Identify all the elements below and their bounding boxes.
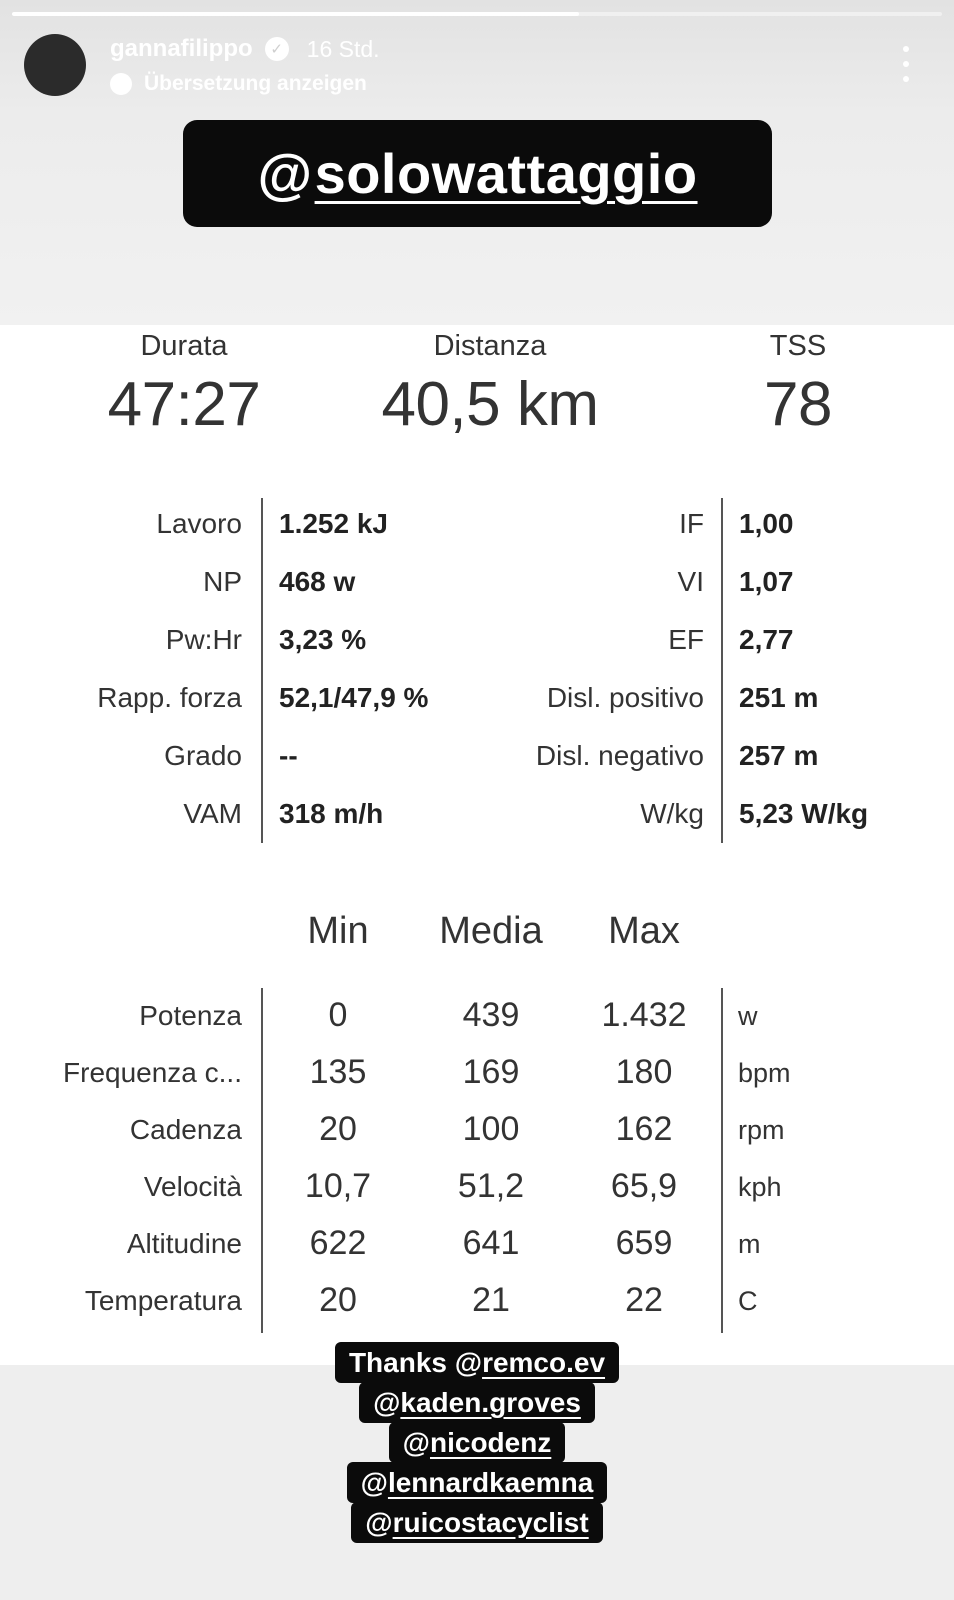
stat-min: 20 (319, 1281, 357, 1319)
stat-unit: C (738, 1286, 758, 1316)
metric-label: IF (679, 508, 704, 539)
mention-at: @ (402, 1427, 430, 1458)
metric-label: Lavoro (156, 508, 242, 539)
stat-unit: kph (738, 1172, 782, 1202)
stat-min: 10,7 (304, 1167, 372, 1205)
stat-max: 65,9 (610, 1167, 678, 1205)
thanks-line (335, 1342, 619, 1383)
mention-link[interactable]: lennardkaemna (387, 1467, 594, 1498)
ride-stats-card (0, 325, 954, 1365)
thanks-line (359, 1382, 595, 1423)
stat-max: 659 (615, 1224, 673, 1262)
stat-max: 162 (615, 1110, 673, 1148)
translate-icon (110, 73, 132, 95)
stat-label: Altitudine (126, 1228, 242, 1259)
stat-avg: 641 (462, 1224, 520, 1262)
metric-value: 257 m (739, 740, 819, 771)
summary-value: 78 (764, 370, 832, 439)
metric-label: EF (668, 624, 704, 655)
stat-label: Temperatura (84, 1285, 242, 1316)
metric-label: Disl. positivo (546, 682, 704, 713)
summary-label: TSS (769, 330, 827, 362)
stat-unit: rpm (738, 1115, 785, 1145)
mention-link[interactable]: remco.ev (482, 1347, 606, 1378)
mention-at: @ (365, 1507, 393, 1538)
metric-value: 3,23 % (279, 624, 367, 655)
mention-link[interactable]: kaden.groves (400, 1387, 581, 1418)
table-row (0, 996, 954, 1036)
metric-label: Grado (164, 740, 242, 771)
stat-min: 0 (328, 996, 348, 1034)
metrics-divider-right (721, 498, 723, 843)
username[interactable]: gannafilippo (110, 35, 253, 62)
metric-value: 5,23 W/kg (739, 798, 869, 829)
metric-value: -- (279, 740, 298, 771)
metric-value: 2,77 (739, 624, 794, 655)
mention-link[interactable]: ruicostacyclist (392, 1507, 589, 1538)
thanks-line (351, 1502, 602, 1543)
metric-value: 1.252 kJ (279, 508, 388, 539)
metric-row (0, 682, 954, 722)
stat-avg: 100 (462, 1110, 520, 1148)
summary-duration (34, 330, 334, 440)
stat-min: 135 (309, 1053, 367, 1091)
summary-value: 40,5 km (381, 370, 599, 439)
thanks-line (389, 1422, 566, 1463)
more-options-icon[interactable] (900, 46, 912, 82)
translate-link[interactable] (110, 70, 367, 98)
metric-label: Rapp. forza (97, 682, 242, 713)
metric-row (0, 624, 954, 664)
story-progress-bar (12, 12, 942, 16)
stat-avg: 21 (472, 1281, 510, 1319)
thanks-prefix: Thanks @ (348, 1347, 483, 1378)
stat-avg: 169 (462, 1053, 520, 1091)
translate-label[interactable]: Übersetzung anzeigen (144, 72, 367, 95)
table-row (0, 1281, 954, 1321)
thanks-caption (0, 1343, 954, 1543)
story-timestamp: 16 Std. (306, 35, 380, 62)
story-progress-fill (12, 12, 579, 16)
avatar[interactable] (24, 34, 86, 96)
table-row (0, 1167, 954, 1207)
table-row (0, 1110, 954, 1150)
metric-label: Pw:Hr (165, 624, 242, 655)
summary-tss (648, 330, 948, 440)
summary-label: Distanza (433, 330, 547, 362)
stat-max: 22 (625, 1281, 663, 1319)
mention-link[interactable]: nicodenz (429, 1427, 552, 1458)
mention-at: @ (360, 1467, 388, 1498)
metric-value: 468 w (279, 566, 356, 597)
stat-label: Potenza (139, 1000, 242, 1031)
stat-label: Cadenza (129, 1114, 242, 1145)
story-header (110, 34, 380, 64)
metric-label: NP (203, 566, 242, 597)
stat-min: 20 (319, 1110, 357, 1148)
metric-label: Disl. negativo (535, 740, 704, 771)
stat-avg: 51,2 (457, 1167, 525, 1205)
metrics-divider-left (261, 498, 263, 843)
summary-distance (340, 330, 640, 440)
column-header-min: Min (307, 910, 369, 952)
metric-row (0, 508, 954, 548)
metric-label: VAM (183, 798, 242, 829)
metric-row (0, 740, 954, 780)
mention-handle[interactable]: solowattaggio (314, 142, 698, 205)
stat-unit: w (738, 1001, 758, 1031)
verified-badge-icon: ✓ (265, 37, 289, 61)
stat-avg: 439 (462, 996, 520, 1034)
metric-label: W/kg (640, 798, 704, 829)
stat-label: Velocità (143, 1171, 242, 1202)
table-row (0, 1053, 954, 1093)
metric-row (0, 566, 954, 606)
column-header-avg: Media (439, 910, 543, 952)
mention-at: @ (373, 1387, 401, 1418)
metric-row (0, 798, 954, 838)
stat-label: Frequenza c... (63, 1057, 242, 1088)
stat-unit: m (738, 1229, 761, 1259)
thanks-line (347, 1462, 608, 1503)
summary-value: 47:27 (107, 370, 261, 439)
metric-value: 1,07 (739, 566, 794, 597)
metric-value: 318 m/h (279, 798, 384, 829)
metric-label: VI (677, 566, 704, 597)
metric-value: 251 m (739, 682, 819, 713)
mention-at: @ (257, 142, 313, 205)
stat-max: 1.432 (601, 996, 687, 1034)
mention-sticker[interactable] (183, 120, 772, 227)
stat-max: 180 (615, 1053, 673, 1091)
stat-min: 622 (309, 1224, 367, 1262)
table-row (0, 1224, 954, 1264)
metric-value: 52,1/47,9 % (279, 682, 429, 713)
summary-label: Durata (140, 330, 228, 362)
stat-unit: bpm (738, 1058, 791, 1088)
column-header-max: Max (608, 910, 680, 952)
metric-value: 1,00 (739, 508, 794, 539)
